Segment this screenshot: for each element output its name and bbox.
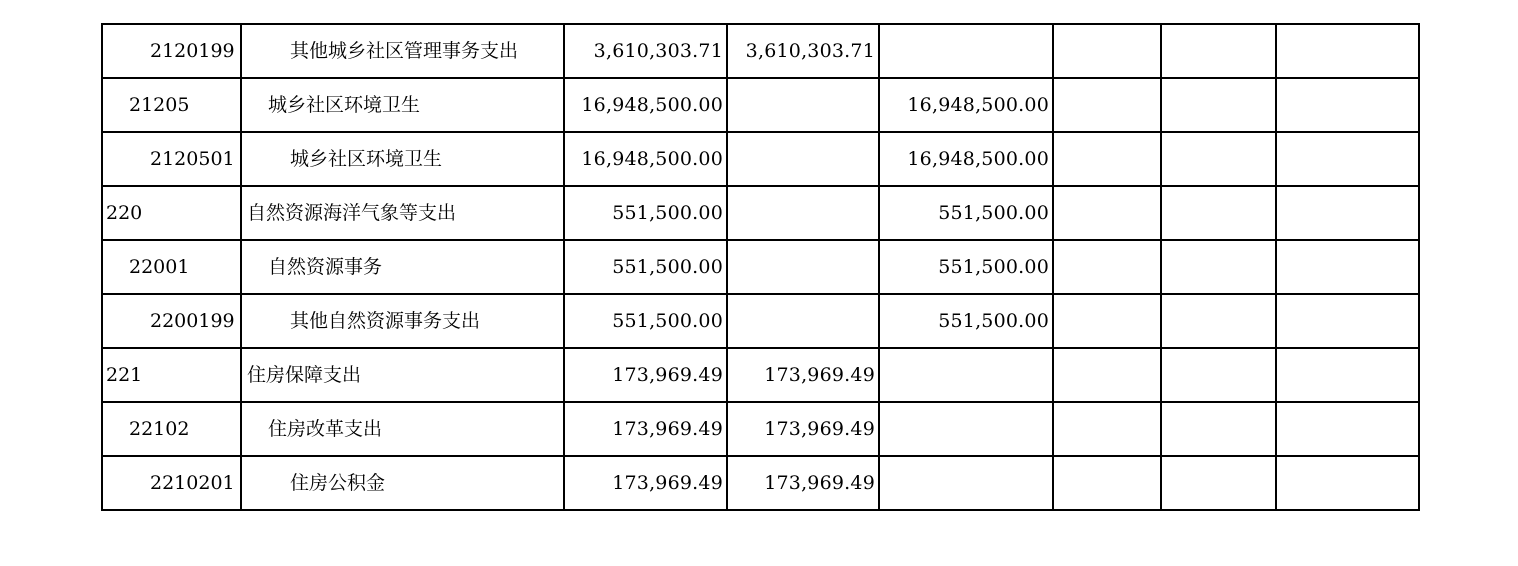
project-expenditure-cell: 551,500.00 [879,294,1053,348]
project-expenditure-cell [879,24,1053,78]
total-amount-cell: 551,500.00 [564,240,727,294]
subject-name-cell: 城乡社区环境卫生 [241,132,564,186]
empty-cell [1276,186,1419,240]
empty-cell [1161,24,1276,78]
total-amount-cell: 173,969.49 [564,348,727,402]
subject-name-cell: 自然资源事务 [241,240,564,294]
subject-name-cell: 其他城乡社区管理事务支出 [241,24,564,78]
empty-cell [1161,402,1276,456]
empty-cell [1053,240,1161,294]
subject-name-cell: 住房公积金 [241,456,564,510]
basic-expenditure-cell: 3,610,303.71 [727,24,879,78]
project-expenditure-cell [879,456,1053,510]
table-row [102,456,1419,510]
table-row [102,78,1419,132]
empty-cell [1276,456,1419,510]
empty-cell [1276,78,1419,132]
subject-code-cell: 22001 [102,240,241,294]
basic-expenditure-cell [727,186,879,240]
empty-cell [1053,456,1161,510]
project-expenditure-cell [879,348,1053,402]
empty-cell [1276,132,1419,186]
table-row [102,240,1419,294]
empty-cell [1161,132,1276,186]
empty-cell [1053,294,1161,348]
basic-expenditure-cell: 173,969.49 [727,402,879,456]
budget-expenditure-table [101,23,1420,511]
empty-cell [1161,240,1276,294]
empty-cell [1161,186,1276,240]
total-amount-cell: 173,969.49 [564,456,727,510]
subject-code-cell: 2120501 [102,132,241,186]
subject-code-cell: 2210201 [102,456,241,510]
project-expenditure-cell [879,402,1053,456]
empty-cell [1161,78,1276,132]
subject-name-cell: 其他自然资源事务支出 [241,294,564,348]
subject-name-cell: 住房改革支出 [241,402,564,456]
project-expenditure-cell: 16,948,500.00 [879,132,1053,186]
subject-code-cell: 22102 [102,402,241,456]
subject-code-cell: 21205 [102,78,241,132]
empty-cell [1161,294,1276,348]
basic-expenditure-cell [727,78,879,132]
project-expenditure-cell: 551,500.00 [879,240,1053,294]
total-amount-cell: 551,500.00 [564,186,727,240]
subject-code-cell: 2200199 [102,294,241,348]
total-amount-cell: 551,500.00 [564,294,727,348]
empty-cell [1053,24,1161,78]
empty-cell [1276,240,1419,294]
table-row [102,294,1419,348]
empty-cell [1161,456,1276,510]
table-row [102,24,1419,78]
basic-expenditure-cell [727,240,879,294]
table-row [102,348,1419,402]
empty-cell [1053,186,1161,240]
basic-expenditure-cell: 173,969.49 [727,348,879,402]
empty-cell [1276,402,1419,456]
empty-cell [1161,348,1276,402]
empty-cell [1053,78,1161,132]
empty-cell [1053,348,1161,402]
subject-name-cell: 城乡社区环境卫生 [241,78,564,132]
basic-expenditure-cell: 173,969.49 [727,456,879,510]
table-row [102,132,1419,186]
empty-cell [1276,24,1419,78]
total-amount-cell: 3,610,303.71 [564,24,727,78]
empty-cell [1053,132,1161,186]
table-row [102,402,1419,456]
subject-name-cell: 住房保障支出 [241,348,564,402]
basic-expenditure-cell [727,132,879,186]
total-amount-cell: 16,948,500.00 [564,132,727,186]
subject-code-cell: 220 [102,186,241,240]
empty-cell [1276,294,1419,348]
subject-code-cell: 2120199 [102,24,241,78]
total-amount-cell: 16,948,500.00 [564,78,727,132]
empty-cell [1276,348,1419,402]
empty-cell [1053,402,1161,456]
table-row [102,186,1419,240]
project-expenditure-cell: 551,500.00 [879,186,1053,240]
project-expenditure-cell: 16,948,500.00 [879,78,1053,132]
total-amount-cell: 173,969.49 [564,402,727,456]
subject-name-cell: 自然资源海洋气象等支出 [241,186,564,240]
basic-expenditure-cell [727,294,879,348]
subject-code-cell: 221 [102,348,241,402]
